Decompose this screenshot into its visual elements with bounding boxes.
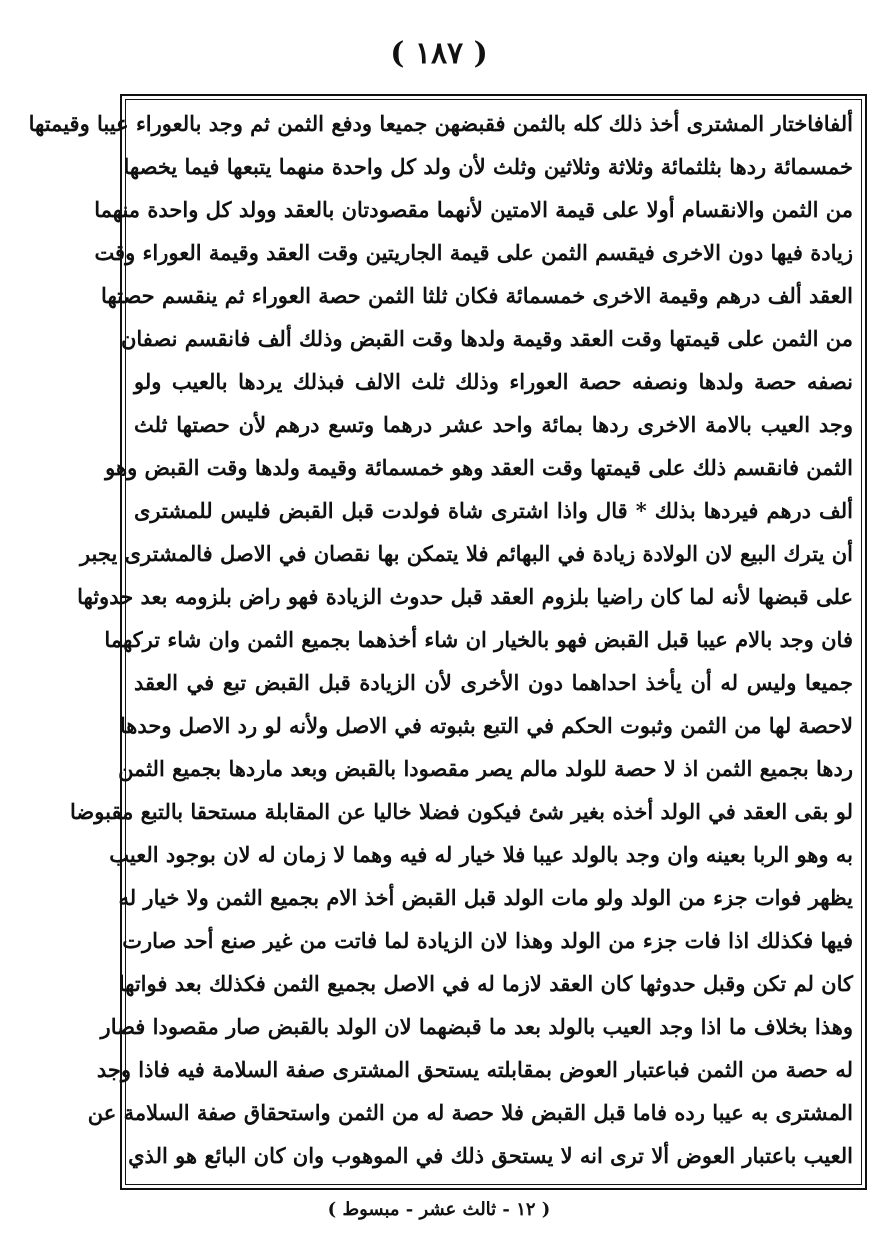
text-line: زيادة فيها دون الاخرى فيقسم الثمن على قيمة الجاريتين وقت العقد وقيمة العوراء وقت bbox=[94, 240, 853, 265]
text-line: ألفافاختار المشترى أخذ ذلك كله بالثمن فقبضهن جميعا ودفع الثمن ثم وجد بالعوراء عيبا وقيمتها bbox=[28, 111, 853, 136]
text-line: لو بقى العقد في الولد أخذه بغير شئ فيكون فضلا خاليا عن المقابلة مستحقا بالتبع مقبوضا bbox=[70, 799, 853, 824]
text-line: كان لم تكن وقبل حدوثها كان العقد لازما له في الاصل بجميع الثمن فكذلك بعد فواتها bbox=[118, 971, 853, 996]
text-line: وجد العيب بالامة الاخرى ردها بمائة واحد عشر درهما وتسع درهم لأن حصتها ثلث bbox=[134, 412, 853, 437]
text-line: أن يترك البيع لان الولادة زيادة في البهائم فلا يتمكن بها نقصان في الاصل فالمشترى يجبر bbox=[79, 541, 853, 566]
text-line: وهذا بخلاف ما اذا وجد العيب بالولد بعد ما قبضهما لان الولد بالقبض صار مقصودا فصار bbox=[100, 1014, 853, 1039]
text-line: يظهر فوات جزء من الولد ولو مات الولد قبل القبض أخذ الام بجميع الثمن ولا خيار له bbox=[118, 885, 853, 910]
text-line: ردها بجميع الثمن اذ لا حصة للولد مالم يصر مقصودا بالقبض وبعد ماردها بجميع الثمن bbox=[118, 756, 853, 781]
text-line: فان وجد بالام عيبا قبل القبض فهو بالخيار ان شاء أخذهما بجميع الثمن وان شاء تركهما bbox=[104, 627, 853, 652]
page-number: ( ١٨٧ ) bbox=[390, 36, 488, 71]
text-line: المشترى به عيبا رده فاما قبل القبض فلا حصة له من الثمن واستحقاق صفة السلامة عن bbox=[87, 1100, 853, 1125]
text-line: من الثمن على قيمتها وقت العقد وقيمة ولدها وقت القبض وذلك ألف فانقسم نصفان bbox=[120, 326, 853, 351]
text-line: الثمن فانقسم ذلك على قيمتها وقت العقد وهو خمسمائة وقيمة ولدها وقت القبض وهو bbox=[105, 455, 853, 480]
body-text bbox=[28, 102, 853, 1177]
text-line: لاحصة لها من الثمن وثبوت الحكم في التبع بثبوته في الاصل ولأنه لو رد الاصل وحدها bbox=[119, 713, 853, 738]
text-line: ألف درهم فيردها بذلك * قال واذا اشترى شاة فولدت قبل القبض فليس للمشترى bbox=[134, 498, 853, 523]
text-line: العقد ألف درهم وقيمة الاخرى خمسمائة فكان ثلثا الثمن حصة العوراء ثم ينقسم حصتها bbox=[101, 283, 853, 308]
text-line: فيها فكذلك اذا فات جزء من الولد وهذا لان الزيادة لما فاتت من غير صنع أحد صارت bbox=[122, 928, 853, 953]
footer-signature: ( ١٢ - ثالث عشر - مبسوط ) bbox=[327, 1199, 551, 1220]
text-line: جميعا وليس له أن يأخذ احداهما دون الأخرى لأن الزيادة قبل القبض تبع في العقد bbox=[134, 670, 853, 695]
text-frame bbox=[28, 94, 867, 1190]
text-line: على قبضها لأنه لما كان راضيا بلزوم العقد قبل حدوث الزيادة فهو راض بلزومه بعد حدوثها bbox=[77, 584, 853, 609]
text-line: به وهو الربا بعينه وان وجد بالولد عيبا فلا خيار له فيه وهما لا زمان له لان بوجود العيب bbox=[109, 842, 853, 867]
text-line: من الثمن والانقسام أولا على قيمة الامتين لأنهما مقصودتان بالعقد وولد كل واحدة منهما bbox=[94, 197, 853, 222]
text-line: نصفه حصة ولدها ونصفه حصة العوراء وذلك ثلث الالف فبذلك يردها بالعيب ولو bbox=[134, 369, 853, 394]
text-line: له حصة من الثمن فباعتبار العوض بمقابلته يستحق المشترى صفة السلامة فيه فاذا وجد bbox=[96, 1057, 853, 1082]
text-line: العيب باعتبار العوض ألا ترى انه لا يستحق ذلك في الموهوب وان كان البائع هو الذي bbox=[128, 1143, 853, 1168]
text-line: خمسمائة ردها بثلثمائة وثلاثة وثلاثين وثلث لأن ولد كل واحدة منهما يتبعها فيما يخصها bbox=[123, 154, 853, 179]
